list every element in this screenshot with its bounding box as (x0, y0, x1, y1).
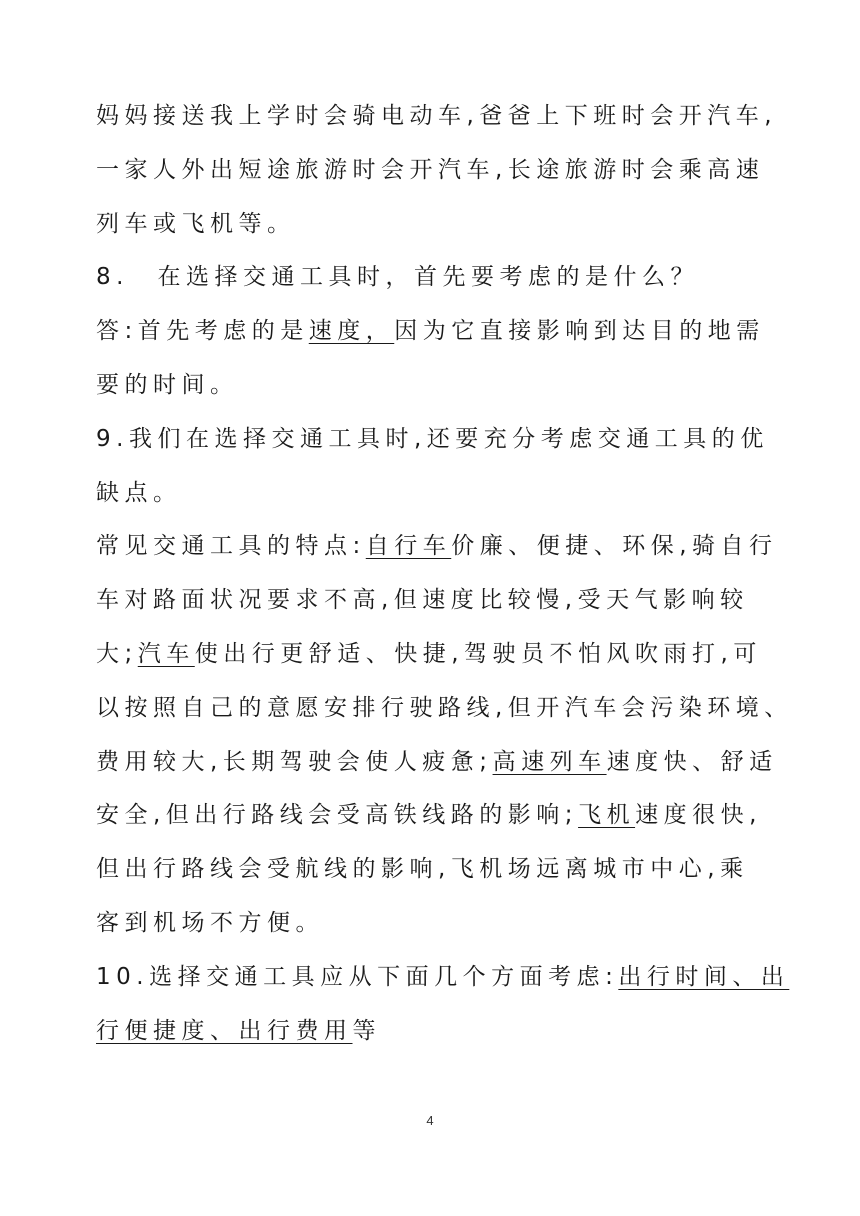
text-segment: 安全,但出行路线会受高铁线路的影响; (96, 802, 579, 829)
text-segment: 以按照自己的意愿安排行驶路线,但开汽车会污染环境、 (96, 694, 793, 721)
text-segment: 常见交通工具的特点: (96, 533, 366, 560)
text-segment: 缺点。 (96, 479, 182, 506)
text-segment: 要的时间。 (96, 371, 239, 398)
text-segment: 大; (96, 640, 138, 667)
text-line (96, 1005, 796, 1059)
underlined-text: 飞机 (578, 802, 636, 829)
text-line (96, 467, 796, 521)
text-line (96, 843, 796, 897)
text-segment: 妈妈接送我上学时会骑电动车,爸爸上下班时会开汽车, (96, 103, 778, 129)
text-segment: 因为它直接影响到达目的地需 (394, 318, 765, 345)
page-number: 4 (426, 1113, 434, 1128)
underlined-text: 高速列车 (492, 748, 607, 775)
text-segment: 等 (352, 1017, 381, 1044)
text-segment: 价廉、便捷、环保,骑自行 (451, 533, 778, 560)
underlined-text: 速度， (308, 318, 395, 345)
text-line (96, 574, 796, 628)
text-line (96, 951, 796, 1005)
text-line (96, 144, 796, 198)
text-line (96, 628, 796, 682)
underlined-text: 行便捷度、出行费用 (96, 1017, 353, 1044)
text-segment: 9.我们在选择交通工具时,还要充分考虑交通工具的优 (96, 425, 769, 452)
underlined-text: 出行时间、出 (618, 963, 790, 990)
text-segment: 答:首先考虑的是 (96, 318, 309, 345)
text-segment: 速度很快, (635, 802, 762, 829)
text-line (96, 520, 796, 574)
text-line (96, 897, 796, 951)
text-line (96, 90, 796, 144)
text-segment: 10.选择交通工具应从下面几个方面考虑: (96, 963, 619, 990)
text-line (96, 359, 796, 413)
text-segment: 客到机场不方便。 (96, 909, 324, 936)
text-segment: 费用较大,长期驾驶会使人疲惫; (96, 748, 493, 775)
document-body (96, 90, 796, 1058)
text-segment: 一家人外出短途旅游时会开汽车,长途旅游时会乘高速 (96, 156, 765, 183)
text-line (96, 736, 796, 790)
text-line (96, 789, 796, 843)
text-line (96, 251, 796, 305)
underlined-text: 自行车 (365, 533, 452, 560)
text-segment: 但出行路线会受航线的影响,飞机场远离城市中心,乘 (96, 856, 749, 883)
text-line (96, 413, 796, 467)
text-segment: 使出行更舒适、快捷,驾驶员不怕风吹雨打,可 (194, 640, 762, 667)
text-segment: 速度快、舒适 (606, 748, 778, 775)
text-segment: 8. 在选择交通工具时，首先要考虑的是什么？ (96, 264, 699, 291)
text-segment: 车对路面状况要求不高,但速度比较慢,受天气影响较 (96, 587, 749, 614)
text-line (96, 198, 796, 252)
text-line (96, 682, 796, 736)
text-segment: 列车或飞机等。 (96, 210, 296, 237)
text-line (96, 305, 796, 359)
underlined-text: 汽车 (137, 640, 195, 667)
